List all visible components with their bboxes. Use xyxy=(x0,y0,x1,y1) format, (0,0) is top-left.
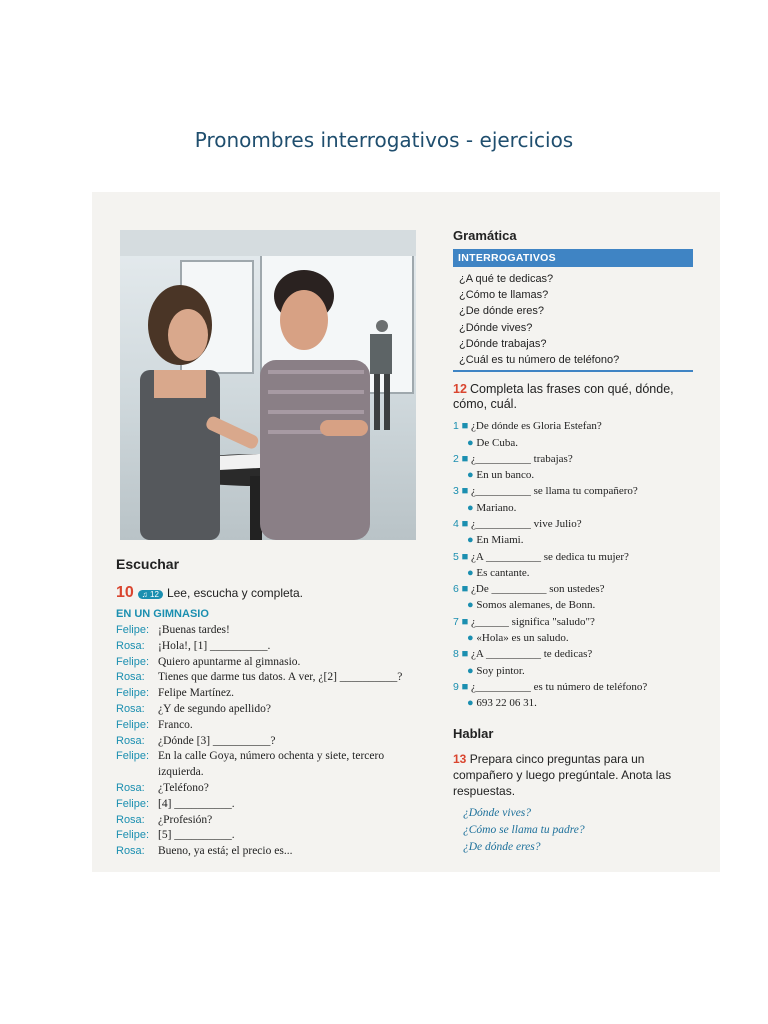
grammar-line: ¿Dónde vives? xyxy=(459,321,533,334)
item-question: ¿A __________ se dedica tu mujer? xyxy=(471,550,629,563)
item-answer: 693 22 06 31. xyxy=(476,697,537,710)
speaker: Rosa: xyxy=(116,702,145,715)
example-question: ¿Cómo se llama tu padre? xyxy=(463,823,585,836)
item-answer: En Miami. xyxy=(476,534,524,547)
dialog-line xyxy=(116,702,426,718)
item-number: 6 xyxy=(453,583,459,596)
audio-track-icon: ♫ 12 xyxy=(138,590,163,599)
line-text: [4] __________. xyxy=(158,797,235,810)
section-heading-escuchar: Escuchar xyxy=(116,556,180,572)
item-number: 3 xyxy=(453,485,459,498)
dialog xyxy=(116,623,426,860)
dialog-line xyxy=(116,844,426,860)
item-question: ¿__________ trabajas? xyxy=(471,452,573,465)
dialog-line xyxy=(116,718,426,734)
item-number: 8 xyxy=(453,648,459,661)
line-text: ¿Dónde [3] __________? xyxy=(158,734,276,747)
grammar-line: ¿Dónde trabajas? xyxy=(459,337,547,350)
exercise-item: 7 ■ ¿______ significa "saludo"? ● «Hola» es un saludo. xyxy=(453,615,595,645)
gym-photo xyxy=(120,230,416,540)
item-question: ¿__________ vive Julio? xyxy=(471,518,582,530)
example-question: ¿De dónde eres? xyxy=(463,840,541,853)
dialog-line xyxy=(116,670,426,686)
item-number: 1 xyxy=(453,420,459,433)
exercise-13-header xyxy=(453,751,693,799)
exercise-item: 3 ■ ¿__________ se llama tu compañero? ● Mariano. xyxy=(453,485,638,514)
people-illustration xyxy=(120,230,416,540)
speaker: Felipe: xyxy=(116,750,150,763)
item-answer: De Cuba. xyxy=(476,436,518,449)
speaker: Rosa: xyxy=(116,781,145,794)
item-question: ¿A __________ te dedicas? xyxy=(471,648,593,661)
audio-track-number: 12 xyxy=(150,590,159,599)
item-question: ¿__________ es tu número de teléfono? xyxy=(471,680,648,693)
item-number: 2 xyxy=(453,452,459,465)
speaker: Felipe: xyxy=(116,624,150,636)
exercise-item: 6 ■ ¿De __________ son ustedes? ● Somos alemanes, de Bonn. xyxy=(453,583,605,612)
item-answer: En un banco. xyxy=(476,469,535,482)
speaker: Felipe: xyxy=(116,829,150,842)
dialog-line xyxy=(116,797,426,813)
line-text: [5] __________. xyxy=(158,829,235,842)
example-question: ¿Dónde vives? xyxy=(463,806,532,819)
section-heading-gramatica: Gramática xyxy=(453,228,517,243)
grammar-line: ¿A qué te dedicas? xyxy=(459,273,554,285)
line-text: Felipe Martínez. xyxy=(158,687,235,700)
exercise-instruction: Completa las frases con qué, dónde, cómo, cuál. xyxy=(453,382,674,412)
item-answer: «Hola» es un saludo. xyxy=(476,632,569,645)
grammar-line: ¿De dónde eres? xyxy=(459,305,544,318)
dialog-line xyxy=(116,639,426,655)
line-text: Bueno, ya está; el precio es... xyxy=(158,845,293,858)
line-text: ¿Y de segundo apellido? xyxy=(158,702,271,715)
grammar-box-body xyxy=(453,267,693,372)
grammar-box xyxy=(453,249,693,372)
dialog-line xyxy=(116,749,426,781)
dialog-line xyxy=(116,686,426,702)
line-text: En la calle Goya, número ochenta y siete, tercero izquierda. xyxy=(158,750,385,779)
speaker: Felipe: xyxy=(116,655,150,668)
speaker: Rosa: xyxy=(116,845,145,858)
dialog-line xyxy=(116,781,426,797)
dialog-line xyxy=(116,813,426,829)
exercise-13-examples xyxy=(453,805,693,863)
exercise-12-header xyxy=(453,382,693,412)
exercise-item: 2 ■ ¿__________ trabajas? ● En un banco. xyxy=(453,452,573,482)
speaker: Rosa: xyxy=(116,813,145,826)
listening-section xyxy=(116,556,426,860)
item-answer: Soy pintor. xyxy=(476,664,525,677)
line-text: ¿Teléfono? xyxy=(158,781,209,794)
speaker: Rosa: xyxy=(116,734,145,747)
exercise-item: 9 ■ ¿__________ es tu número de teléfono? ● 693 22 06 31. xyxy=(453,680,648,710)
line-text: Tienes que darme tus datos. A ver, ¿[2] __________? xyxy=(158,671,403,684)
dialog-line xyxy=(116,655,426,671)
item-answer: Es cantante. xyxy=(476,566,530,579)
speaker: Rosa: xyxy=(116,671,145,684)
dialog-line xyxy=(116,623,426,639)
exercise-number: 12 xyxy=(453,382,467,397)
line-text: ¿Profesión? xyxy=(158,813,213,826)
exercise-10-header xyxy=(116,584,426,602)
grammar-box-title: INTERROGATIVOS xyxy=(453,249,693,267)
item-number: 9 xyxy=(453,680,459,693)
grammar-line: ¿Cuál es tu número de teléfono? xyxy=(459,354,620,367)
speaker: Felipe: xyxy=(116,687,150,700)
item-number: 4 xyxy=(453,518,459,530)
page-title: Pronombres interrogativos - ejercicios xyxy=(194,128,574,152)
item-question: ¿__________ se llama tu compañero? xyxy=(471,485,638,498)
speaker: Felipe: xyxy=(116,797,150,810)
dialog-title: EN UN GIMNASIO xyxy=(116,608,209,620)
exercise-item: 1 ■ ¿De dónde es Gloria Estefan? ● De Cuba. xyxy=(453,420,602,449)
line-text: ¡Hola!, [1] __________. xyxy=(158,639,271,652)
item-number: 7 xyxy=(453,615,459,628)
grammar-line: ¿Cómo te llamas? xyxy=(459,289,549,302)
exercise-item: 5 ■ ¿A __________ se dedica tu mujer? ● Es cantante. xyxy=(453,550,629,579)
item-answer: Somos alemanes, de Bonn. xyxy=(476,599,596,612)
exercise-instruction: Prepara cinco preguntas para un compañero y luego pregúntale. Anota las respuestas. xyxy=(453,751,672,798)
item-question: ¿De __________ son ustedes? xyxy=(471,583,605,596)
item-answer: Mariano. xyxy=(476,501,517,514)
line-text: ¡Buenas tardes! xyxy=(158,624,230,636)
dialog-line xyxy=(116,828,426,844)
dialog-line xyxy=(116,734,426,750)
line-text: Franco. xyxy=(158,718,193,731)
exercise-12-list xyxy=(453,418,693,711)
item-question: ¿______ significa "saludo"? xyxy=(471,615,595,628)
exercise-item: 4 ■ ¿__________ vive Julio? ● En Miami. xyxy=(453,518,582,547)
grammar-section xyxy=(453,228,693,863)
speaker: Felipe: xyxy=(116,718,150,731)
speaker: Rosa: xyxy=(116,639,145,652)
exercise-item: 8 ■ ¿A __________ te dedicas? ● Soy pintor. xyxy=(453,648,593,677)
line-text: Quiero apuntarme al gimnasio. xyxy=(158,655,301,668)
exercise-number: 13 xyxy=(453,751,467,766)
item-question: ¿De dónde es Gloria Estefan? xyxy=(471,420,602,433)
exercise-number: 10 xyxy=(116,584,134,601)
section-heading-hablar: Hablar xyxy=(453,725,494,741)
exercise-instruction: Lee, escucha y completa. xyxy=(166,586,304,600)
item-number: 5 xyxy=(453,550,459,563)
